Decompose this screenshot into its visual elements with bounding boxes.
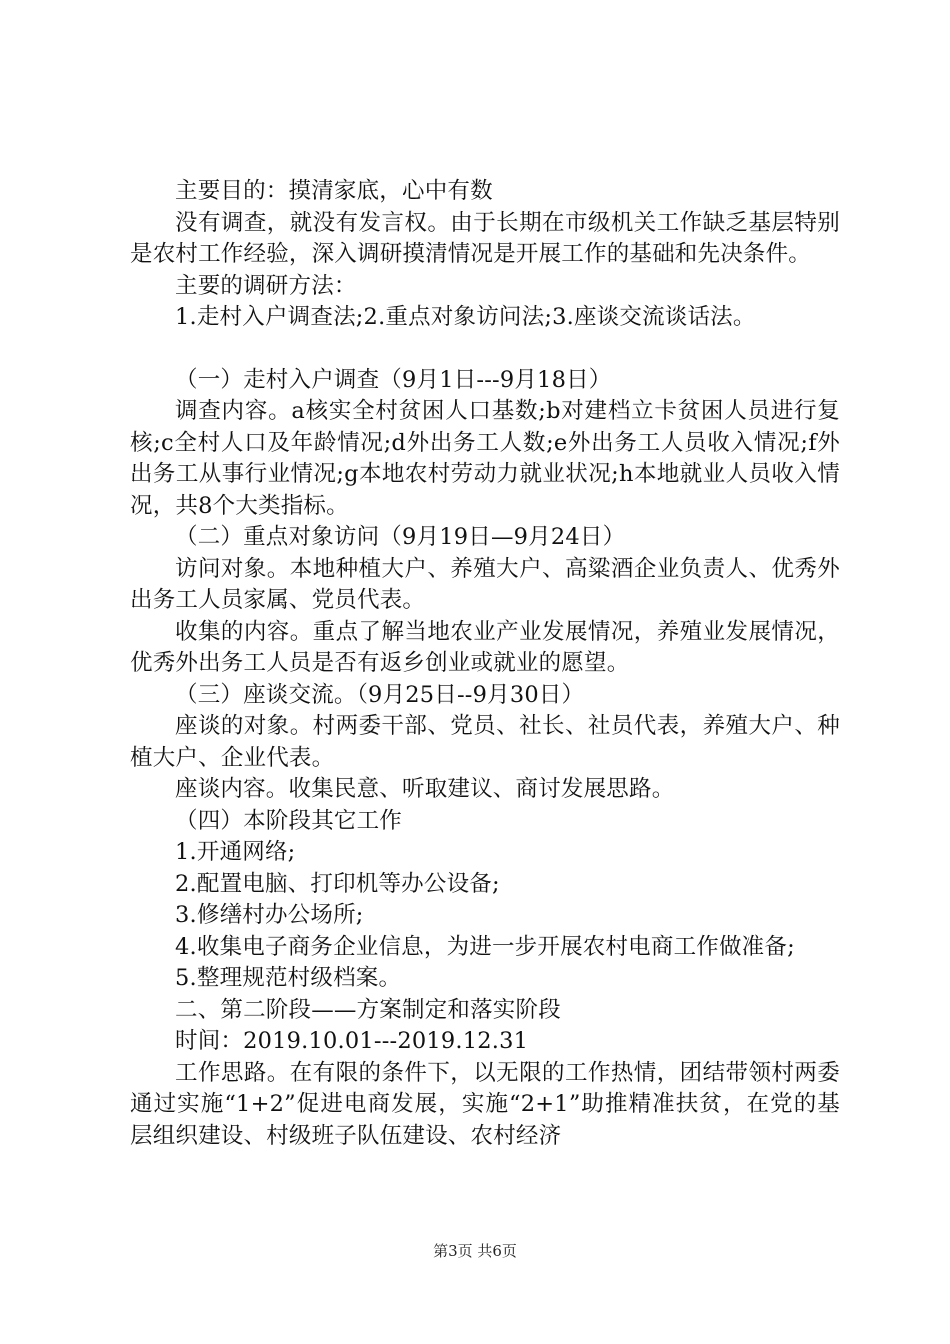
paragraph-forum-content: 座谈内容。收集民意、听取建议、商讨发展思路。 xyxy=(175,776,675,802)
section-heading-4: （四）本阶段其它工作 xyxy=(175,807,403,834)
list-item-2: 2.配置电脑、打印机等办公设备; xyxy=(175,870,500,897)
paragraph-methods-list: 1.走村入户调查法;2.重点对象访问法;3.座谈交流谈话法。 xyxy=(175,304,756,330)
paragraph-forum-targets: 座谈的对象。村两委干部、党员、社长、社员代表，养殖大户、种植大户、企业代表。 xyxy=(130,713,840,771)
section-heading-1: （一）走村入户调查（9月1日---9月18日） xyxy=(175,366,612,393)
blank-line xyxy=(130,334,840,365)
paragraph-no-survey: 没有调查，就没有发言权。由于长期在市级机关工作缺乏基层特别是农村工作经验，深入调研摸清情况是开展工作的基础和先决条件。 xyxy=(130,209,840,267)
paragraph-collected-content: 收集的内容。重点了解当地农业产业发展情况，养殖业发展情况，优秀外出务工人员是否有返乡创业或就业的愿望。 xyxy=(130,618,840,676)
section-heading-2: （二）重点对象访问（9月19日—9月24日） xyxy=(175,524,626,550)
phase-two-time: 时间：2019.10.01---2019.12.31 xyxy=(175,1028,529,1054)
section-heading-3: （三）座谈交流。（9月25日--9月30日） xyxy=(175,681,585,708)
phase-two-heading: 二、第二阶段——方案制定和落实阶段 xyxy=(175,996,561,1023)
paragraph-survey-content: 调查内容。a核实全村贫困人口基数;b对建档立卡贫困人员进行复核;c全村人口及年龄情况;d外出务工人数;e外出务工人员收入情况;f外出务工从事行业情况;g本地农村劳动力就业状况;h本地就业人员收入情况，共8个大类指标。 xyxy=(130,398,840,519)
paragraph-work-approach: 工作思路。在有限的条件下，以无限的工作热情，团结带领村两委通过实施“1+2”促进电商发展，实施“2+1”助推精准扶贫，在党的基层组织建设、村级班子队伍建设、农村经济 xyxy=(130,1059,840,1149)
list-item-5: 5.整理规范村级档案。 xyxy=(175,965,402,991)
list-item-4: 4.收集电子商务企业信息，为进一步开展农村电商工作做准备; xyxy=(175,933,795,960)
paragraph-methods-heading: 主要的调研方法： xyxy=(175,272,357,299)
list-item-1: 1.开通网络; xyxy=(175,839,296,865)
paragraph-purpose: 主要目的：摸清家底，心中有数 xyxy=(175,178,493,204)
document-body xyxy=(130,176,840,1152)
page-number-footer: 第3页 共6页 xyxy=(433,1242,517,1260)
paragraph-visit-targets: 访问对象。本地种植大户、养殖大户、高粱酒企业负责人、优秀外出务工人员家属、党员代表。 xyxy=(130,555,840,613)
list-item-3: 3.修缮村办公场所; xyxy=(175,902,364,928)
